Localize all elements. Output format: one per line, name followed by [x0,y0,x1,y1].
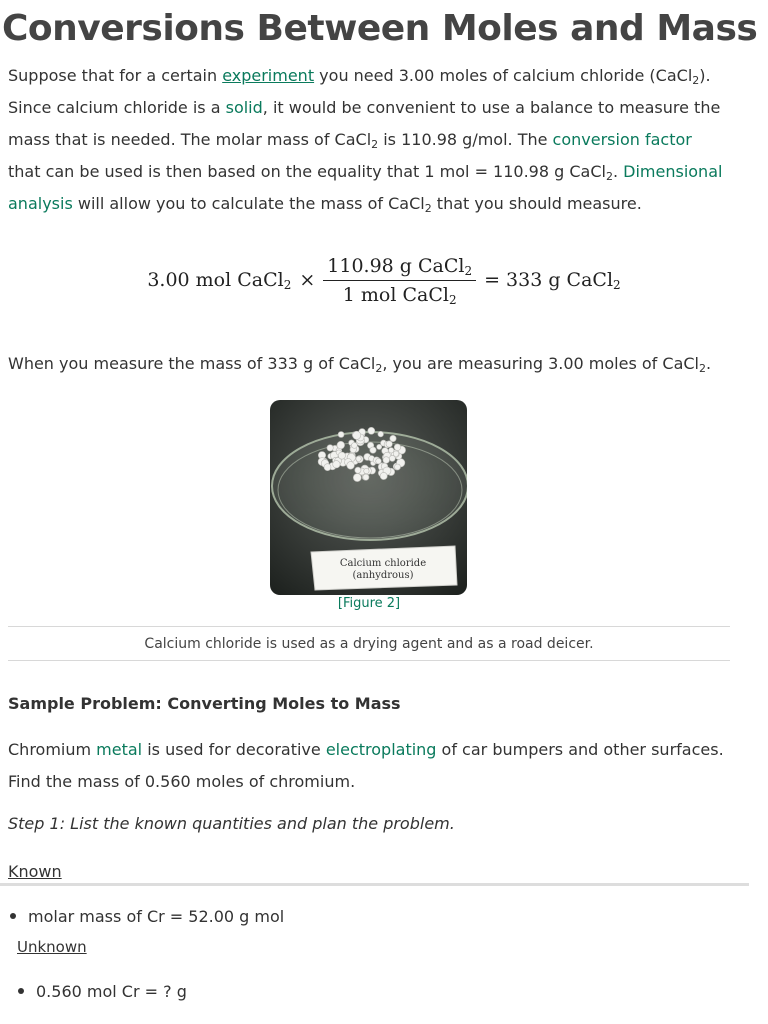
sample-problem-heading: Sample Problem: Converting Moles to Mass [8,694,401,713]
figure-caption: Calcium chloride is used as a drying agent and as a road deicer. [8,626,730,661]
link-electroplating[interactable]: electroplating [325,740,437,759]
calcium-chloride-photo[interactable] [270,400,467,595]
bullet-icon [10,913,16,919]
measurement-paragraph: When you measure the mass of 333 g of CaCl$_2$, you are measuring 3.00 moles of CaCl$_2$. [8,354,712,375]
equation-left: 3.00 mol CaCl$_2$ [147,269,292,292]
step-1-text: Step 1: List the known quantities and plan the problem. [8,814,455,833]
fraction-numerator: 110.98 g CaCl$_2$ [323,255,476,281]
figure-reference: [Figure 2] [337,596,401,611]
known-list-item: molar mass of Cr = 52.00 g mol [10,907,284,926]
unknown-list-item: 0.560 mol Cr = ? g [18,982,187,1001]
conversion-fraction [323,255,476,306]
photo-label-line2: (anhydrous) [352,570,414,581]
divider [0,883,749,886]
equation-result: 333 g CaCl$_2$ [506,269,621,292]
link-metal[interactable]: metal [96,740,143,759]
times-sign: × [299,269,316,291]
page-title: Conversions Between Moles and Mass [2,8,758,49]
bullet-icon [18,988,24,994]
photo-label-line1: Calcium chloride [339,558,427,569]
sample-problem-paragraph: Chromium metal is used for decorative electroplating of car bumpers and other surfaces. Find the mass of 0.560 moles of chromium. [8,740,724,791]
conversion-equation [0,250,768,310]
link-experiment[interactable]: experiment [222,66,315,85]
equals-sign: = [484,269,501,291]
link-solid[interactable]: solid [225,98,263,117]
known-label: Known [8,862,62,881]
fraction-denominator: 1 mol CaCl$_2$ [342,283,457,307]
link-dimensional-analysis[interactable]: Dimensional analysis [8,162,723,213]
link-conversion-factor[interactable]: conversion factor [552,130,692,149]
unknown-label: Unknown [17,938,87,956]
intro-paragraph: Suppose that for a certain experiment you need 3.00 moles of calcium chloride (CaCl$_2$). Since calcium chloride is a solid, it would be convenient to use a balance to measure the mass that is needed. The molar mass of CaCl$_2$ is 110.98 g/mol. The conversion factor that can be used is then based on the equality that 1 mol = 110.98 g CaCl$_2$. Dimensional analysis will allow you to calculate the mass of CaCl$_2$ that you should measure. [8,66,723,215]
